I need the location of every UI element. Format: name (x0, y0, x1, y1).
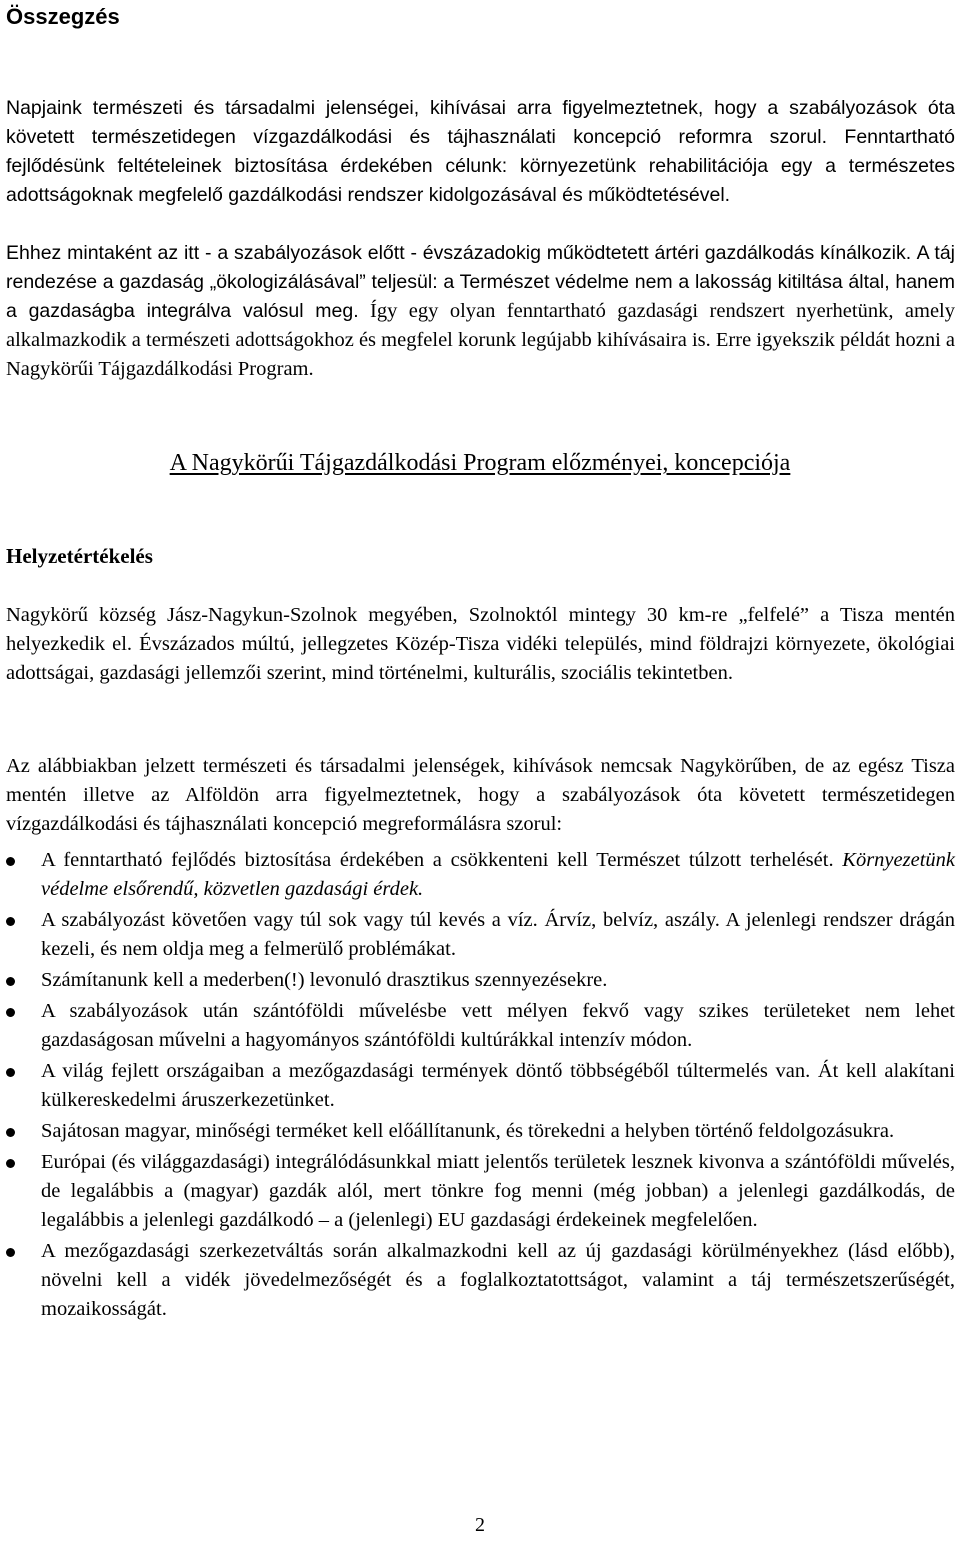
list-item (0, 906, 960, 964)
bullet-icon (6, 857, 15, 866)
situation-paragraph: Nagykörű község Jász-Nagykun-Szolnok megyében, Szolnoktól mintegy 30 km-re „felfelé” a Tisza mentén helyezkedik el. Évszázados múltú, jellegzetes Közép-Tisza vidéki település, mind földrajzi környezete, ökológiai adottságai, gazdasági jellemzői szerint, mind történelmi, kulturális, szociális tekintetben. (6, 604, 955, 684)
list-item-body: A fenntartható fejlődés biztosítása érdekében a csökkenteni kell Természet túlzott terhelését. (41, 849, 834, 871)
page-number: 2 (475, 1514, 485, 1536)
bullet-icon (6, 977, 15, 986)
list-item (0, 1057, 960, 1115)
section-title: A Nagykörűi Tájgazdálkodási Program előzményei, koncepciója (169, 450, 791, 476)
section-subheading: Helyzetértékelés (6, 544, 153, 568)
list-item-text: A mezőgazdasági szerkezetváltás során alkalmazkodni kell az új gazdasági körülményekhez (lásd előbb), növelni kell a vidék jövedelmezőségét és a foglalkoztatottságot, valamint a táj természetszerűségét, mozaikosságát. (41, 1240, 955, 1320)
challenges-list (0, 846, 960, 1326)
summary-paragraph-1: Napjaink természeti és társadalmi jelenségei, kihívásai arra figyelmeztetnek, hogy a szabályozások óta követett természetidegen vízgazdálkodási és tájhasználati koncepció reformra szorul. Fenntartható fejlődésünk feltételeinek biztosítása érdekében célunk: környezetünk rehabilitációja egy a természetes adottságoknak megfelelő gazdálkodási rendszer kidolgozásával és működtetésével. (6, 97, 955, 206)
bullet-icon (6, 1008, 15, 1017)
list-item-text: Európai (és világgazdasági) integrálódásunkkal miatt jelentős területek lesznek kivonva a szántóföldi művelés, de legalábbis a (magyar) gazdák alól, mert tönkre fog menni (még jobban) a jelenlegi gazdálkodás, de legalábbis a jelenlegi gazdálkodó – a (jelenlegi) EU gazdasági érdekeinek megfelelően. (41, 1151, 955, 1231)
summary-paragraph-2-part-1: Ehhez mintaként az itt - a szabályozások előtt - évszázadokig működtetett ártéri gazdálkodás kínálkozik. (6, 242, 912, 264)
list-item-text: Sajátosan magyar, minőségi terméket kell előállítanunk, és törekedni a helyben történő feldolgozásukra. (41, 1120, 895, 1142)
list-item-text: A szabályozást követően vagy túl sok vagy túl kevés a víz. Árvíz, belvíz, aszály. A jelenlegi rendszer drágán kezeli, és nem oldja meg a felmerülő problémákat. (41, 909, 955, 960)
bullet-icon (6, 1159, 15, 1168)
bullet-icon (6, 1248, 15, 1257)
summary-heading: Összegzés (6, 4, 120, 29)
list-item (0, 1117, 960, 1146)
list-item (0, 997, 960, 1055)
list-item-text: A világ fejlett országaiban a mezőgazdasági termények döntő többségéből túltermelés van. Át kell alakítani külkereskedelmi áruszerkezetünket. (41, 1060, 955, 1111)
bullet-icon (6, 1128, 15, 1137)
list-item-emphasis: Környezetünk védelme elsőrendű, közvetlen gazdasági érdek. (41, 849, 956, 900)
list-item-text: A szabályozások után szántóföldi művelésbe vett mélyen fekvő vagy szikes területeket nem lehet gazdaságosan művelni a hagyományos szántóföldi kultúrákkal intenzív módon. (41, 1000, 955, 1051)
bullet-icon (6, 1068, 15, 1077)
bullet-icon (6, 917, 15, 926)
list-item-text: Számítanunk kell a mederben(!) levonuló drasztikus szennyezésekre. (41, 969, 608, 991)
list-item (0, 1237, 960, 1324)
context-paragraph: Az alábbiakban jelzett természeti és társadalmi jelenségek, kihívások nemcsak Nagykörűben, de az egész Tisza mentén illetve az Alföldön arra figyelmeztetnek, hogy a szabályozások óta követett természetidegen vízgazdálkodási és tájhasználati koncepció megreformálásra szorul: (6, 755, 955, 835)
list-item (0, 846, 960, 904)
list-item (0, 966, 960, 995)
summary-paragraph-2-part-3: Így egy olyan fenntartható gazdasági rendszert nyerhetünk, amely alkalmazkodik a természeti adottságokhoz és megfelel korunk legújabb kihívásaira is. Erre igyekszik példát hozni a Nagykörűi Tájgazdálkodási Program. (6, 300, 955, 380)
list-item-text (41, 846, 955, 904)
list-item (0, 1148, 960, 1235)
summary-paragraph-2-part-2: A táj rendezése a gazdaság „ökologizálásával” teljesül: a Természet védelme nem a lakosság kitiltása által, hanem a gazdaságba integrálva valósul meg. (6, 242, 955, 322)
summary-paragraph-2 (6, 239, 955, 384)
